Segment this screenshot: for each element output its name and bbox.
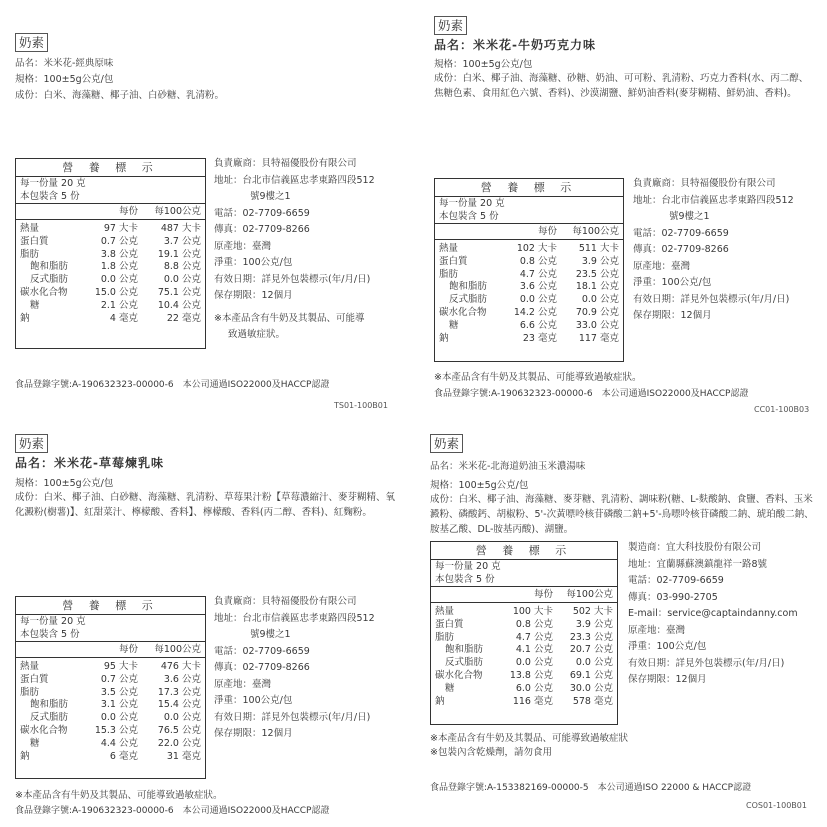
allergen-note: ※本產品含有牛奶及其製品、可能導致過敏症狀: [430, 733, 628, 744]
manufacturer-info: 負責廠商：貝特福優股份有限公司 地址：台北市信義區忠孝東路四段512 號9樓之1 電話：02-7709-6659 傳真：02-7709-8266 原產地：臺灣 淨重：100公克/包 有效日期：詳見外包裝標示(年/月/日) 保存期限：12個月: [214, 596, 375, 739]
col-per-100g: 每100公克: [572, 226, 619, 237]
servings-per-pack: 本包裝含 5 份: [16, 628, 205, 642]
nutrition-column-headers: [431, 587, 617, 603]
nutrition-row: 糖 6.0 公克 30.0 公克: [445, 682, 613, 694]
nutrition-row: 碳水化合物 13.8 公克 69.1 公克: [435, 669, 613, 681]
vegetarian-tag: 奶素: [430, 434, 463, 453]
product-name: 品名：米米花-經典原味: [15, 58, 114, 69]
nutrition-table: [434, 178, 624, 362]
col-per-serving: 每份: [537, 226, 557, 237]
nutrition-row: 反式脂肪 0.0 公克 0.0 公克: [30, 274, 201, 286]
nutrition-row: 反式脂肪 0.0 公克 0.0 公克: [30, 712, 201, 724]
serving-size: 每一份量 20 克: [439, 198, 505, 209]
nutrition-column-headers: [16, 642, 205, 658]
nutrition-row: 脂肪 3.5 公克 17.3 公克: [20, 686, 201, 698]
serving-size: 每一份量 20 克: [20, 616, 86, 627]
servings-per-pack: 本包裝含 5 份: [435, 210, 623, 224]
nutrition-row: 脂肪 3.8 公克 19.1 公克: [20, 248, 201, 260]
serving-size: 每一份量 20 克: [20, 178, 86, 189]
serving-size: 每一份量 20 克: [435, 561, 501, 572]
nutrition-title: 營 養 標 示: [431, 542, 617, 560]
product-name: 品名：米米花-北海道奶油玉米濃湯味: [430, 461, 586, 472]
manufacturer-info: 製造商：宜大科技股份有限公司 地址：宜蘭縣蘇澳鎮龍祥一路8號 電話：02-7709-6659 傳真：03-990-2705 E-mail：service@captaindanny.com 原產地：臺灣 淨重：100公克/包 有效日期：詳見外包裝標示(年/月/日) 保存期限：12個月: [628, 542, 798, 685]
servings-per-pack: 本包裝含 5 份: [16, 190, 205, 204]
product-ingredients: 成份：白米、椰子油、海藻糖、麥芽糖、乳清粉、調味粉(糖、L-麩酸鈉、食鹽、香料、玉米澱粉、磷酸鈣、胡椒粉、5'-次黃嘌呤核苷磷酸二鈉+5'-鳥嘌呤核苷磷酸二鈉、琥珀酸二鈉、胺基乙酸、DL-胺基丙酸)、湖鹽。: [430, 494, 814, 535]
nutrition-row: 脂肪 4.7 公克 23.5 公克: [439, 268, 619, 280]
nutrition-row: 飽和脂肪 4.1 公克 20.7 公克: [445, 644, 613, 656]
nutrition-row: 熱量 95 大卡 476 大卡: [20, 661, 201, 672]
col-per-100g: 每100公克: [154, 206, 201, 217]
registration-number: 食品登錄字號:A-190632323-00000-6 本公司通過ISO22000及HACCP認證: [15, 806, 330, 816]
nutrition-row: 碳水化合物 15.0 公克 75.1 公克: [20, 286, 201, 298]
nutrition-row: 蛋白質 0.7 公克 3.7 公克: [20, 235, 201, 247]
nutrition-row: 糖 4.4 公克 22.0 公克: [30, 737, 201, 749]
col-per-serving: 每份: [118, 644, 138, 655]
nutrition-row: 反式脂肪 0.0 公克 0.0 公克: [445, 657, 613, 669]
registration-number: 食品登錄字號:A-190632323-00000-6 本公司通過ISO22000及HACCP認證: [15, 380, 330, 390]
vegetarian-tag: 奶素: [15, 434, 48, 453]
vegetarian-tag: 奶素: [434, 16, 467, 35]
product-spec: 規格：100±5g公克/包: [15, 478, 114, 489]
nutrition-row: 飽和脂肪 3.1 公克 15.4 公克: [30, 699, 201, 711]
registration-number: 食品登錄字號:A-153382169-00000-5 本公司通過ISO 22000 & HACCP認證: [430, 783, 752, 793]
col-per-100g: 每100公克: [566, 589, 613, 600]
product-spec: 規格：100±5g公克/包: [430, 480, 529, 491]
nutrition-row: 飽和脂肪 3.6 公克 18.1 公克: [449, 281, 619, 293]
nutrition-row: 熱量 100 大卡 502 大卡: [435, 606, 613, 617]
product-code: COS01-100B01: [746, 801, 807, 810]
nutrition-title: 營 養 標 示: [16, 597, 205, 615]
product-code: CC01-100B03: [754, 405, 810, 414]
nutrition-column-headers: [435, 224, 623, 240]
nutrition-column-headers: [16, 204, 205, 220]
product-ingredients: 成份：白米、椰子油、白砂糖、海藻糖、乳清粉、草莓果汁粉【草莓濃縮汁、麥芽糊精、氧化澱粉(樹薯)】、紅甜菜汁、檸檬酸、香料】、檸檬酸、香料(丙二醇、香料)、紅麴粉。: [15, 492, 396, 518]
nutrition-table: [15, 596, 206, 779]
nutrition-title: 營 養 標 示: [16, 159, 205, 177]
product-spec: 規格：100±5g公克/包: [15, 74, 114, 85]
nutrition-row: 脂肪 4.7 公克 23.3 公克: [435, 631, 613, 643]
col-per-serving: 每份: [533, 589, 553, 600]
nutrition-row: 鈉 116 毫克 578 毫克: [435, 695, 613, 707]
nutrition-row: 鈉 23 毫克 117 毫克: [439, 332, 619, 344]
nutrition-row: 蛋白質 0.8 公克 3.9 公克: [435, 618, 613, 630]
nutrition-row: 碳水化合物 15.3 公克 76.5 公克: [20, 724, 201, 736]
nutrition-row: 碳水化合物 14.2 公克 70.9 公克: [439, 306, 619, 318]
nutrition-row: 蛋白質 0.8 公克 3.9 公克: [439, 255, 619, 267]
nutrition-title: 營 養 標 示: [435, 179, 623, 197]
col-per-serving: 每份: [118, 206, 138, 217]
allergen-note: ※本產品含有牛奶及其製品、可能導致過敏症狀。: [15, 790, 223, 801]
nutrition-row: 糖 6.6 公克 33.0 公克: [449, 319, 619, 331]
servings-per-pack: 本包裝含 5 份: [431, 573, 617, 587]
vegetarian-tag: 奶素: [15, 33, 48, 52]
nutrition-row: 熱量 97 大卡 487 大卡: [20, 223, 201, 234]
nutrition-row: 飽和脂肪 1.8 公克 8.8 公克: [30, 261, 201, 273]
product-name: 品名：米米花-牛奶巧克力味: [434, 38, 596, 52]
col-per-100g: 每100公克: [154, 644, 201, 655]
nutrition-row: 反式脂肪 0.0 公克 0.0 公克: [449, 294, 619, 306]
nutrition-table: [430, 541, 618, 725]
nutrition-row: 熱量 102 大卡 511 大卡: [439, 243, 619, 254]
product-name: 品名：米米花-草莓煉乳味: [15, 456, 164, 470]
desiccant-note: ※包裝內含乾燥劑，請勿食用: [430, 747, 552, 758]
manufacturer-info: 負責廠商：貝特福優股份有限公司 地址：台北市信義區忠孝東路四段512 號9樓之1 電話：02-7709-6659 傳真：02-7709-8266 原產地：臺灣 淨重：100公克/包 有效日期：詳見外包裝標示(年/月/日) 保存期限：12個月 ※本產品含有牛奶及其製品、可能導 致過敏症狀。: [214, 158, 375, 340]
allergen-note: ※本產品含有牛奶及其製品、可能導致過敏症狀。: [434, 372, 642, 383]
nutrition-row: 蛋白質 0.7 公克 3.6 公克: [20, 673, 201, 685]
product-ingredients: 成份：白米、椰子油、海藻糖、砂糖、奶油、可可粉、乳清粉、巧克力香料(水、丙二醇、焦糖色素、食用紅色六號、香料)、沙漠湖鹽、鮮奶油香料(麥芽糊精、鮮奶油、香料)。: [434, 73, 809, 99]
manufacturer-info: 負責廠商：貝特福優股份有限公司 地址：台北市信義區忠孝東路四段512 號9樓之1 電話：02-7709-6659 傳真：02-7709-8266 原產地：臺灣 淨重：100公克/包 有效日期：詳見外包裝標示(年/月/日) 保存期限：12個月: [633, 178, 794, 321]
nutrition-row: 鈉 4 毫克 22 毫克: [20, 312, 201, 324]
product-ingredients: 成份：白米、海藻糖、椰子油、白砂糖、乳清粉。: [15, 90, 225, 101]
nutrition-row: 糖 2.1 公克 10.4 公克: [30, 299, 201, 311]
product-spec: 規格：100±5g公克/包: [434, 59, 533, 70]
nutrition-table: [15, 158, 206, 349]
nutrition-row: 鈉 6 毫克 31 毫克: [20, 750, 201, 762]
product-code: TS01-100B01: [334, 401, 388, 410]
registration-number: 食品登錄字號:A-190632323-00000-6 本公司通過ISO22000及HACCP認證: [434, 389, 749, 399]
